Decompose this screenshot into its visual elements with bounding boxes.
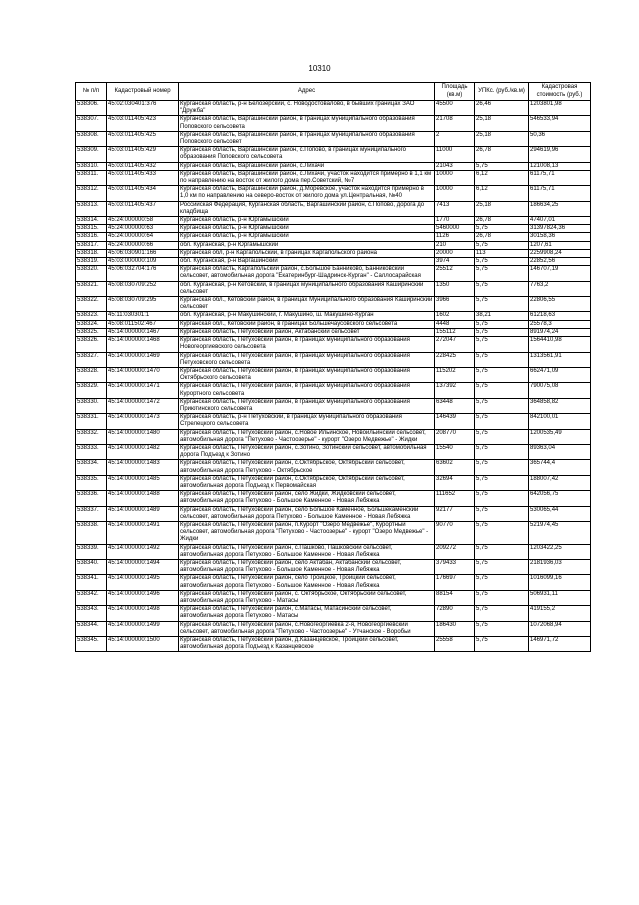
upks-cell: 26,78 xyxy=(475,147,529,162)
upks-cell: 113 xyxy=(475,249,529,257)
cadastral-cost-cell: 364858,82 xyxy=(529,398,591,413)
cadastral-cost-cell: 22806,55 xyxy=(529,297,591,312)
address-cell: Курганская область, Варгашинский район, в границах муниципального образования Поповского сельсовета xyxy=(179,116,435,131)
cadastral-cost-cell: 1016099,16 xyxy=(529,575,591,590)
upks-cell: 26,78 xyxy=(475,217,529,225)
upks-cell: 5,75 xyxy=(475,444,529,459)
area-cell: 1770 xyxy=(435,217,475,225)
cadastral-cost-cell: 30158,36 xyxy=(529,233,591,241)
upks-cell: 5,75 xyxy=(475,241,529,249)
header-cadastral-cost: Кадастровая стоимость (руб.) xyxy=(529,83,591,101)
area-cell: 176697 xyxy=(435,575,475,590)
table-row xyxy=(76,241,591,249)
cadastral-number-cell: 45:03:000000:109 xyxy=(107,258,179,266)
header-address: Адрес xyxy=(179,83,435,101)
address-cell: Курганская область, Петуховский район, в границах муниципального образования Курортного сельсовета xyxy=(179,383,435,398)
cadastral-cost-cell: 1203801,98 xyxy=(529,101,591,116)
cadastral-number-cell: 45:14:000000:1491 xyxy=(107,521,179,544)
address-cell: Курганская область, Петуховский район, п.Курорт "Озеро Медвежье", Курортный сельсовет, автомобильная дорога "Петухово - Частоозерье" - курорт "Озеро Медвежье" - Жидки xyxy=(179,521,435,544)
cadastral-number-cell: 45:08:030709:252 xyxy=(107,281,179,296)
upks-cell: 5,75 xyxy=(475,337,529,352)
table-row xyxy=(76,258,591,266)
table-row xyxy=(76,544,591,559)
area-cell: 7413 xyxy=(435,201,475,216)
table-row xyxy=(76,201,591,216)
upks-cell: 5,75 xyxy=(475,414,529,429)
cadastral-cost-cell: 146971,72 xyxy=(529,637,591,652)
upks-cell: 5,75 xyxy=(475,621,529,636)
address-cell: Курганская область, Петуховский район, в границах муниципального образования Октябрьского сельсовета xyxy=(179,367,435,382)
cadastral-cost-cell: 419155,2 xyxy=(529,606,591,621)
cadastral-cost-cell: 790075,08 xyxy=(529,383,591,398)
address-cell: Курганская область, Варгашинский район, в границах муниципального образования Поповского сельсовет xyxy=(179,131,435,146)
cadastral-number-cell: 45:02:030401:376 xyxy=(107,101,179,116)
upks-cell: 5,75 xyxy=(475,328,529,336)
area-cell: 137392 xyxy=(435,383,475,398)
cadastral-number-cell: 45:08:030709:295 xyxy=(107,297,179,312)
cadastral-cost-cell: 506931,11 xyxy=(529,590,591,605)
cadastral-number-cell: 45:14:000000:1483 xyxy=(107,460,179,475)
header-upks: УПКс. (руб./кв.м) xyxy=(475,83,529,101)
cadastral-cost-cell: 186634,25 xyxy=(529,201,591,216)
upks-cell: 38,21 xyxy=(475,312,529,320)
area-cell: 88154 xyxy=(435,590,475,605)
row-number-cell: 538341. xyxy=(76,575,107,590)
table-row xyxy=(76,328,591,336)
cadastral-number-cell: 45:14:000000:1495 xyxy=(107,575,179,590)
row-number-cell: 538336. xyxy=(76,491,107,506)
row-number-cell: 538320. xyxy=(76,266,107,281)
cadastral-number-cell: 45:14:000000:1480 xyxy=(107,429,179,444)
row-number-cell: 538324. xyxy=(76,320,107,328)
table-header-row xyxy=(76,83,591,101)
address-cell: Курганская область, Каргапольский район, с.Большое Банниково, Банниковский сельсовет, автомобильная дорога "Екатеринбург-Шадринск-Курган" - Саллосарайская xyxy=(179,266,435,281)
table-row xyxy=(76,429,591,444)
address-cell: Курганская область, Петуховский район, с.Матасы, Матасинский сельсовет, автомобильная дорога Петухово - Матасы xyxy=(179,606,435,621)
row-number-cell: 538308. xyxy=(76,131,107,146)
address-cell: обл. Курганская, р-н Макушинский, г. Макушино, ш. Макушино-Курган xyxy=(179,312,435,320)
row-number-cell: 538327. xyxy=(76,352,107,367)
area-cell: 15540 xyxy=(435,444,475,459)
row-number-cell: 538315. xyxy=(76,225,107,233)
row-number-cell: 538318. xyxy=(76,249,107,257)
address-cell: Курганская область, Петуховский район, д.Казанцевское, Троицкий сельсовет, автомобильная дорога Подъезд к Казанцевское xyxy=(179,637,435,652)
upks-cell: 5,75 xyxy=(475,258,529,266)
table-row xyxy=(76,444,591,459)
row-number-cell: 538344. xyxy=(76,621,107,636)
cadastral-cost-cell: 61218,63 xyxy=(529,312,591,320)
upks-cell: 25,18 xyxy=(475,116,529,131)
cadastral-number-cell: 45:14:000000:1468 xyxy=(107,337,179,352)
upks-cell: 5,75 xyxy=(475,162,529,170)
table-row xyxy=(76,170,591,185)
cadastral-cost-cell: 1564410,98 xyxy=(529,337,591,352)
cadastral-number-cell: 45:24:000000:64 xyxy=(107,233,179,241)
cadastral-cost-cell: 842100,01 xyxy=(529,414,591,429)
upks-cell: 5,75 xyxy=(475,297,529,312)
cadastral-number-cell: 45:14:000000:1467 xyxy=(107,328,179,336)
row-number-cell: 538335. xyxy=(76,475,107,490)
cadastral-cost-cell: 530065,44 xyxy=(529,506,591,521)
area-cell: 72890 xyxy=(435,606,475,621)
cadastral-number-cell: 45:03:011405:434 xyxy=(107,186,179,201)
upks-cell: 5,75 xyxy=(475,637,529,652)
table-row xyxy=(76,131,591,146)
area-cell: 63602 xyxy=(435,460,475,475)
area-cell: 115202 xyxy=(435,367,475,382)
address-cell: Курганская область, р-н Петуховский, в границах муниципального образования Стрелецкого сельсовета xyxy=(179,414,435,429)
address-cell: Курганская область, Варгашинский район, с.Лихачи xyxy=(179,162,435,170)
header-cadastral-number: Кадастровый номер xyxy=(107,83,179,101)
row-number-cell: 538340. xyxy=(76,559,107,574)
cadastral-cost-cell: 50,36 xyxy=(529,131,591,146)
cadastral-number-cell: 45:03:011405:429 xyxy=(107,147,179,162)
table-row xyxy=(76,352,591,367)
cadastral-cost-cell: 61175,71 xyxy=(529,170,591,185)
area-cell: 1350 xyxy=(435,281,475,296)
area-cell: 111652 xyxy=(435,491,475,506)
row-number-cell: 538313. xyxy=(76,201,107,216)
upks-cell: 5,75 xyxy=(475,460,529,475)
cadastral-cost-cell: 121008,13 xyxy=(529,162,591,170)
header-number: № п/п xyxy=(76,83,107,101)
cadastral-number-cell: 45:24:000000:63 xyxy=(107,225,179,233)
area-cell: 1602 xyxy=(435,312,475,320)
row-number-cell: 538334. xyxy=(76,460,107,475)
address-cell: Курганская обл., Кетовский район, в границах Муниципального образования Каширинский сельсовет xyxy=(179,297,435,312)
table-row xyxy=(76,266,591,281)
upks-cell: 5,75 xyxy=(475,225,529,233)
address-cell: Курганская обл, р-н Каргапольский, в границах Каргапольского района xyxy=(179,249,435,257)
area-cell: 208770 xyxy=(435,429,475,444)
row-number-cell: 538339. xyxy=(76,544,107,559)
table-row xyxy=(76,383,591,398)
address-cell: Курганская область, Петуховский район, с. Октябрьское, Октябрьский сельсовет, автомобильная дорога Петухово - Матасы xyxy=(179,590,435,605)
cadastral-cost-cell: 642056,75 xyxy=(529,491,591,506)
upks-cell: 5,75 xyxy=(475,475,529,490)
cadastral-number-cell: 45:14:000000:1482 xyxy=(107,444,179,459)
table-row xyxy=(76,337,591,352)
address-cell: Курганская область, р-н Юргамышский xyxy=(179,225,435,233)
table-body xyxy=(76,101,591,652)
row-number-cell: 538345. xyxy=(76,637,107,652)
upks-cell: 6,12 xyxy=(475,170,529,185)
upks-cell: 26,46 xyxy=(475,101,529,116)
cadastral-number-cell: 45:14:000000:1496 xyxy=(107,590,179,605)
row-number-cell: 538317. xyxy=(76,241,107,249)
cadastral-cost-cell: 1207,61 xyxy=(529,241,591,249)
upks-cell: 5,75 xyxy=(475,383,529,398)
row-number-cell: 538310. xyxy=(76,162,107,170)
table-row xyxy=(76,575,591,590)
row-number-cell: 538333. xyxy=(76,444,107,459)
cadastral-number-cell: 45:14:000000:1492 xyxy=(107,544,179,559)
upks-cell: 25,18 xyxy=(475,131,529,146)
upks-cell: 5,75 xyxy=(475,491,529,506)
cadastral-number-cell: 45:03:011405:433 xyxy=(107,170,179,185)
address-cell: Курганская обл., Кетовский район, в границах Большечаусовского сельсовета xyxy=(179,320,435,328)
cadastral-number-cell: 45:03:011405:432 xyxy=(107,162,179,170)
table-row xyxy=(76,521,591,544)
area-cell: 155112 xyxy=(435,328,475,336)
cadastral-number-cell: 45:08:011502:467 xyxy=(107,320,179,328)
row-number-cell: 538325. xyxy=(76,328,107,336)
upks-cell: 5,75 xyxy=(475,606,529,621)
row-number-cell: 538321. xyxy=(76,281,107,296)
cadastral-cost-cell: 89363,04 xyxy=(529,444,591,459)
cadastral-cost-cell: 22852,56 xyxy=(529,258,591,266)
row-number-cell: 538338. xyxy=(76,521,107,544)
cadastral-cost-cell: 1203422,25 xyxy=(529,544,591,559)
area-cell: 5460000 xyxy=(435,225,475,233)
row-number-cell: 538307. xyxy=(76,116,107,131)
address-cell: Курганская область, Петуховский район, село Большое Каменное, Большекаменский сельсовет, автомобильная дорога Петухово - Большое Каменное - Новая Лебяжка xyxy=(179,506,435,521)
row-number-cell: 538316. xyxy=(76,233,107,241)
upks-cell: 5,75 xyxy=(475,320,529,328)
cadastral-cost-cell: 2259908,24 xyxy=(529,249,591,257)
cadastral-cost-cell: 521974,45 xyxy=(529,521,591,544)
cadastral-number-cell: 45:24:000000:58 xyxy=(107,217,179,225)
area-cell: 25558 xyxy=(435,637,475,652)
address-cell: Курганская область, Петуховский район, с.Зотино, Зотинский сельсовет, автомобильная дорога Подъезд к Зотино xyxy=(179,444,435,459)
upks-cell: 5,75 xyxy=(475,559,529,574)
row-number-cell: 538337. xyxy=(76,506,107,521)
area-cell: 10000 xyxy=(435,170,475,185)
address-cell: обл. Курганская, р-н Варгашинский xyxy=(179,258,435,266)
cadastral-cost-cell: 2181936,03 xyxy=(529,559,591,574)
cadastral-number-cell: 45:14:000000:1485 xyxy=(107,475,179,490)
upks-cell: 5,75 xyxy=(475,367,529,382)
table-row xyxy=(76,367,591,382)
area-cell: 45500 xyxy=(435,101,475,116)
address-cell: Курганская область, Петуховский район, с.Октябрьское, Октябрьский сельсовет, автомобильная дорога Подъезд к Первомайская xyxy=(179,475,435,490)
area-cell: 186430 xyxy=(435,621,475,636)
upks-cell: 5,75 xyxy=(475,429,529,444)
table-row xyxy=(76,162,591,170)
address-cell: Курганская область, Петуховский район, с.Пашково, Пашковский сельсовет, автомобильная дорога Петухово - Большое Каменное - Новая Лебяжка xyxy=(179,544,435,559)
upks-cell: 26,78 xyxy=(475,233,529,241)
row-number-cell: 538312. xyxy=(76,186,107,201)
address-cell: Курганская область, Петуховский район, село Жидки, Жидковский сельсовет, автомобильная дорога Петухово - Большое Каменное - Новая Лебяжка xyxy=(179,491,435,506)
row-number-cell: 538314. xyxy=(76,217,107,225)
area-cell: 1126 xyxy=(435,233,475,241)
upks-cell: 6,12 xyxy=(475,186,529,201)
upks-cell: 5,75 xyxy=(475,506,529,521)
row-number-cell: 538332. xyxy=(76,429,107,444)
table-row xyxy=(76,233,591,241)
cadastral-cost-cell: 1313561,91 xyxy=(529,352,591,367)
area-cell: 92177 xyxy=(435,506,475,521)
cadastral-cost-cell: 7763,2 xyxy=(529,281,591,296)
table-row xyxy=(76,637,591,652)
cadastral-number-cell: 45:14:000000:1494 xyxy=(107,559,179,574)
area-cell: 272047 xyxy=(435,337,475,352)
cadastral-number-cell: 45:14:000000:1500 xyxy=(107,637,179,652)
upks-cell: 25,18 xyxy=(475,201,529,216)
cadastral-cost-cell: 47407,01 xyxy=(529,217,591,225)
area-cell: 210 xyxy=(435,241,475,249)
cadastral-number-cell: 45:14:000000:1471 xyxy=(107,383,179,398)
cadastral-number-cell: 45:03:011405:423 xyxy=(107,116,179,131)
cadastral-number-cell: 45:03:011405:425 xyxy=(107,131,179,146)
cadastral-number-cell: 45:03:011405:437 xyxy=(107,201,179,216)
area-cell: 11000 xyxy=(435,147,475,162)
row-number-cell: 538330. xyxy=(76,398,107,413)
address-cell: обл. Курганская, р-н Юргамышский xyxy=(179,241,435,249)
row-number-cell: 538342. xyxy=(76,590,107,605)
cadastral-cost-cell: 25578,3 xyxy=(529,320,591,328)
cadastral-cost-cell: 1072068,94 xyxy=(529,621,591,636)
cadastral-number-cell: 45:06:030901:166 xyxy=(107,249,179,257)
address-cell: Курганская область, Варгашинский район, с.Лихачи, участок находится примерно в 1,1 км по направлению на восток от жилого дома пер.Советский, №7 xyxy=(179,170,435,185)
address-cell: Курганская область, р-н Юргамышский xyxy=(179,233,435,241)
cadastral-number-cell: 45:14:000000:1499 xyxy=(107,621,179,636)
table-row xyxy=(76,147,591,162)
row-number-cell: 538311. xyxy=(76,170,107,185)
area-cell: 209272 xyxy=(435,544,475,559)
table-row xyxy=(76,101,591,116)
cadastral-number-cell: 45:14:000000:1472 xyxy=(107,398,179,413)
cadastral-number-cell: 45:06:032704:176 xyxy=(107,266,179,281)
area-cell: 2 xyxy=(435,131,475,146)
cadastral-number-cell: 45:14:000000:1473 xyxy=(107,414,179,429)
table-row xyxy=(76,217,591,225)
cadastral-number-cell: 45:11:030301:1 xyxy=(107,312,179,320)
table-row xyxy=(76,475,591,490)
row-number-cell: 538328. xyxy=(76,367,107,382)
area-cell: 25512 xyxy=(435,266,475,281)
address-cell: Курганская область, р-н Юргамышский xyxy=(179,217,435,225)
table-row xyxy=(76,249,591,257)
table-row xyxy=(76,621,591,636)
table-row xyxy=(76,606,591,621)
row-number-cell: 538322. xyxy=(76,297,107,312)
row-number-cell: 538309. xyxy=(76,147,107,162)
table-row xyxy=(76,320,591,328)
area-cell: 21043 xyxy=(435,162,475,170)
address-cell: Курганская область, Петуховский район, село Троицкое, Троицкий сельсовет, автомобильная дорога Петухово - Большое Каменное - Новая Лебяжка xyxy=(179,575,435,590)
cadastral-number-cell: 45:14:000000:1498 xyxy=(107,606,179,621)
row-number-cell: 538323. xyxy=(76,312,107,320)
cadastral-registry-table xyxy=(75,82,591,652)
area-cell: 21708 xyxy=(435,116,475,131)
table-row xyxy=(76,559,591,574)
area-cell: 20000 xyxy=(435,249,475,257)
upks-cell: 5,75 xyxy=(475,398,529,413)
address-cell: Курганская область, Петуховский район, с.Октябрьское, Октябрьский сельсовет, автомобильная дорога Петухово - Октябрьское xyxy=(179,460,435,475)
page-number: 10310 xyxy=(308,64,331,73)
area-cell: 63448 xyxy=(435,398,475,413)
table-row xyxy=(76,506,591,521)
table-row xyxy=(76,460,591,475)
table-row xyxy=(76,398,591,413)
table-row xyxy=(76,281,591,296)
address-cell: Курганская область, Варгашинский район, д.Моревское, участок находится примерно в 1,0 км по направлению на северо-восток от жилого дома ул.Центральная, №40 xyxy=(179,186,435,201)
address-cell: Курганская область, Петуховский район, в границах муниципального образования Приютинского сельсовета xyxy=(179,398,435,413)
cadastral-number-cell: 45:14:000000:1488 xyxy=(107,491,179,506)
cadastral-cost-cell: 188007,42 xyxy=(529,475,591,490)
header-area: Площадь (кв.м) xyxy=(435,83,475,101)
upks-cell: 5,75 xyxy=(475,575,529,590)
address-cell: Российская Федерация, Курганская область, Варгашинский район, с.Попово, дорога до кладбища xyxy=(179,201,435,216)
cadastral-number-cell: 45:14:000000:1470 xyxy=(107,367,179,382)
upks-cell: 5,75 xyxy=(475,544,529,559)
address-cell: обл. Курганская, р-н Кетовский, в границах муниципального образования Каширинский сельсовет xyxy=(179,281,435,296)
area-cell: 4448 xyxy=(435,320,475,328)
table-row xyxy=(76,414,591,429)
address-cell: Курганская область, Петуховский район, в границах муниципального образования Петуховского сельсовета xyxy=(179,352,435,367)
cadastral-cost-cell: 294619,96 xyxy=(529,147,591,162)
address-cell: Курганская область, Варгашинский район, с.Попово, в границах муниципального образования Поповского сельсовета xyxy=(179,147,435,162)
upks-cell: 5,75 xyxy=(475,521,529,544)
address-cell: Курганская область, Петуховский район, в границах муниципального образования Новогеоргиевского сельсовета xyxy=(179,337,435,352)
cadastral-cost-cell: 1200535,49 xyxy=(529,429,591,444)
area-cell: 90770 xyxy=(435,521,475,544)
area-cell: 10000 xyxy=(435,186,475,201)
address-cell: Курганская область, Петуховский район, село Актабан, Актабанский сельсовет, автомобильная дорога Петухово - Большое Каменное - Новая Лебяжка xyxy=(179,559,435,574)
area-cell: 228425 xyxy=(435,352,475,367)
area-cell: 3974 xyxy=(435,258,475,266)
upks-cell: 5,75 xyxy=(475,352,529,367)
address-cell: Курганская область, Петуховский район, Актабанский сельсовет xyxy=(179,328,435,336)
area-cell: 379433 xyxy=(435,559,475,574)
area-cell: 146439 xyxy=(435,414,475,429)
upks-cell: 5,75 xyxy=(475,590,529,605)
cadastral-cost-cell: 61175,71 xyxy=(529,186,591,201)
row-number-cell: 538306. xyxy=(76,101,107,116)
area-cell: 3966 xyxy=(435,297,475,312)
table-row xyxy=(76,312,591,320)
cadastral-number-cell: 45:14:000000:1469 xyxy=(107,352,179,367)
row-number-cell: 538343. xyxy=(76,606,107,621)
table-row xyxy=(76,225,591,233)
cadastral-cost-cell: 31397824,36 xyxy=(529,225,591,233)
cadastral-cost-cell: 365744,4 xyxy=(529,460,591,475)
cadastral-cost-cell: 546533,94 xyxy=(529,116,591,131)
table-row xyxy=(76,116,591,131)
row-number-cell: 538331. xyxy=(76,414,107,429)
row-number-cell: 538319. xyxy=(76,258,107,266)
table-row xyxy=(76,297,591,312)
upks-cell: 5,75 xyxy=(475,281,529,296)
row-number-cell: 538326. xyxy=(76,337,107,352)
area-cell: 32694 xyxy=(435,475,475,490)
cadastral-cost-cell: 891974,24 xyxy=(529,328,591,336)
row-number-cell: 538329. xyxy=(76,383,107,398)
cadastral-number-cell: 45:24:000000:66 xyxy=(107,241,179,249)
cadastral-cost-cell: 146707,19 xyxy=(529,266,591,281)
address-cell: Курганская область, Петуховский район, с.Новое Ильинское, Новоильинский сельсовет, автомобильная дорога "Петухово - Частоозерье" - курорт "Озеро Медвежье" - Жидки xyxy=(179,429,435,444)
table-row xyxy=(76,186,591,201)
table-row xyxy=(76,491,591,506)
table-row xyxy=(76,590,591,605)
address-cell: Курганская область, р-н Белозерский, с. Новодостовалово, в бывших границах ЗАО "Дружба" xyxy=(179,101,435,116)
upks-cell: 5,75 xyxy=(475,266,529,281)
cadastral-cost-cell: 662471,09 xyxy=(529,367,591,382)
address-cell: Курганская область, Петуховский район, с.Новогеоргиевка 2-я, Новогеоргиевский сельсовет, автомобильная дорога "Петухово - Частоозерье" - Утчанское - Воробьи xyxy=(179,621,435,636)
cadastral-number-cell: 45:14:000000:1489 xyxy=(107,506,179,521)
